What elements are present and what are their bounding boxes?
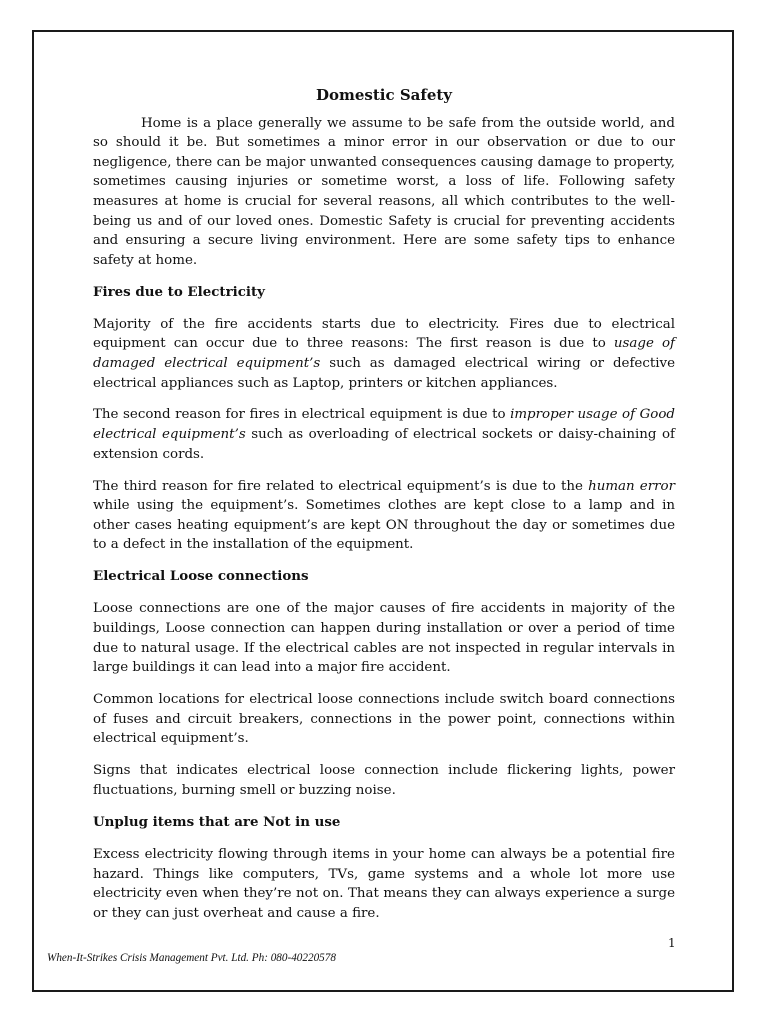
text-run: The third reason for fire related to electrical equipment’s is due to the — [93, 478, 589, 494]
footer-text: When-It-Strikes Crisis Management Pvt. Ltd. Ph: 080-40220578 — [47, 952, 336, 964]
emphasis-text: usage of damaged electrical equipment’s — [93, 336, 675, 371]
fires-paragraph-3 — [93, 477, 675, 555]
document-body — [93, 86, 675, 936]
text-run: Majority of the fire accidents starts due to electricity. Fires due to electrical equipment can occur due to three reasons: The first reason is due to — [93, 316, 675, 352]
page-number: 1 — [668, 936, 676, 950]
text-run: while using the equipment’s. Sometimes clothes are kept close to a lamp and in other cases heating equipment’s are kept ON throughout the day or sometimes due to a defect in the installation of the equipment. — [93, 498, 675, 553]
intro-paragraph: Home is a place generally we assume to be safe from the outside world, and so should it be. But sometimes a minor error in our observation or due to our negligence, there can be major unwanted consequences causing damage to property, sometimes causing injuries or sometime worst, a loss of life. Following safety measures at home is crucial for several reasons, all which contributes to the well-being us and of our loved ones. Domestic Safety is crucial for preventing accidents and ensuring a secure living environment. Here are some safety tips to enhance safety at home. — [93, 115, 675, 268]
loose-paragraph-2: Common locations for electrical loose connections include switch board connections of fuses and circuit breakers, connections in the power point, connections within electrical equipment’s. — [93, 692, 675, 747]
text-run: such as damaged electrical wiring or defective electrical appliances such as Laptop, printers or kitchen appliances. — [93, 355, 675, 391]
loose-paragraph-1: Loose connections are one of the major causes of fire accidents in majority of the buildings, Loose connection can happen during installation or over a period of time due to natural usage. If the electrical cables are not inspected in regular intervals in large buildings it can lead into a major fire accident. — [93, 601, 675, 676]
document-title: Domestic Safety — [315, 86, 453, 104]
fires-paragraph-2 — [93, 405, 675, 464]
fires-paragraph-1 — [93, 315, 675, 393]
emphasis-text: improper usage of Good electrical equipment’s — [93, 407, 675, 443]
section-heading-unplug: Unplug items that are Not in use — [93, 813, 341, 830]
loose-paragraph-3: Signs that indicates electrical loose connection include flickering lights, power fluctuations, burning smell or buzzing noise. — [93, 763, 675, 798]
emphasis-text: human error — [588, 478, 675, 494]
section-heading-loose-connections: Electrical Loose connections — [93, 568, 309, 585]
text-run: such as overloading of electrical sockets or daisy-chaining of extension cords. — [93, 427, 676, 462]
unplug-paragraph-1: Excess electricity flowing through items in your home can always be a potential fire hazard. Things like computers, TVs, game systems and a whole lot more use electricity even when they’re not on. That means they can always experience a surge or they can just overheat and cause a fire. — [93, 846, 675, 921]
section-heading-fires: Fires due to Electricity — [93, 283, 265, 300]
text-run: The second reason for fires in electrical equipment is due to — [93, 407, 511, 423]
